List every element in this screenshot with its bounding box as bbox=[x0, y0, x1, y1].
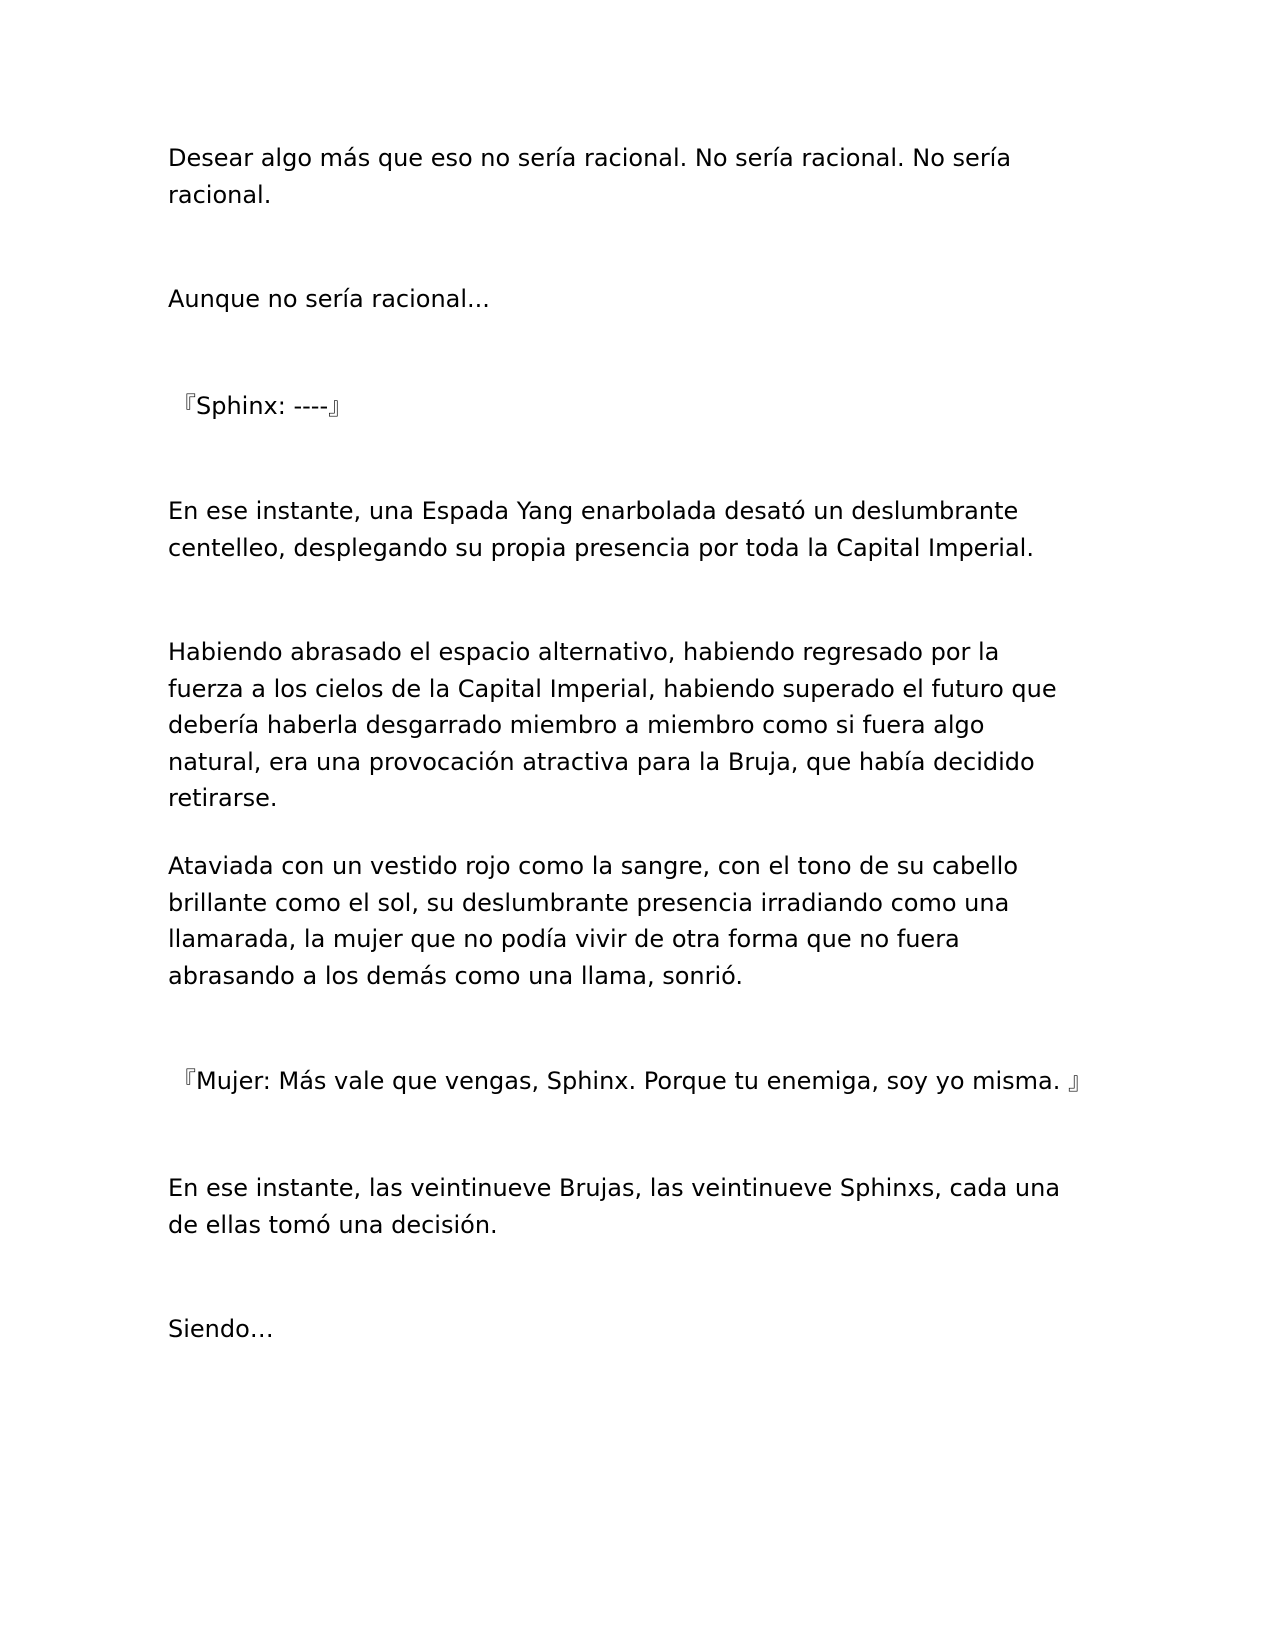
paragraph-woman-smiled: Ataviada con un vestido rojo como la sangre, con el tono de su cabello brillante como el sol, su deslumbrante presencia irradiando como una llamarada, la mujer que no podía vivir de otra forma que no fuera abrasando a los demás como una llama, sonrió. bbox=[168, 852, 1019, 990]
paragraph-provocation: Habiendo abrasado el espacio alternativo, habiendo regresado por la fuerza a los cielos de la Capital Imperial, habiendo superado el futuro que debería haberla desgarrado miembro a miembro como si fuera algo natural, era una provocación atractiva para la Bruja, que había decidido retirarse. bbox=[168, 638, 1057, 812]
paragraph-although-not-rational: Aunque no sería racional... bbox=[168, 285, 490, 313]
paragraph-yang-sword: En ese instante, una Espada Yang enarbolada desató un deslumbrante centelleo, desplegando su propia presencia por toda la Capital Imperial. bbox=[168, 497, 1034, 562]
paragraph-being: Siendo… bbox=[168, 1315, 274, 1343]
paragraph-decision: En ese instante, las veintinueve Brujas, las veintinueve Sphinxs, cada una de ellas tomó una decisión. bbox=[168, 1174, 1061, 1239]
paragraph-rational-wish: Desear algo más que eso no sería racional. No sería racional. No sería racional. bbox=[168, 144, 1012, 209]
dialogue-sphinx: 『Sphinx: ----』 bbox=[172, 392, 353, 420]
dialogue-woman: 『Mujer: Más vale que vengas, Sphinx. Porque tu enemiga, soy yo misma. 』 bbox=[172, 1067, 1093, 1095]
